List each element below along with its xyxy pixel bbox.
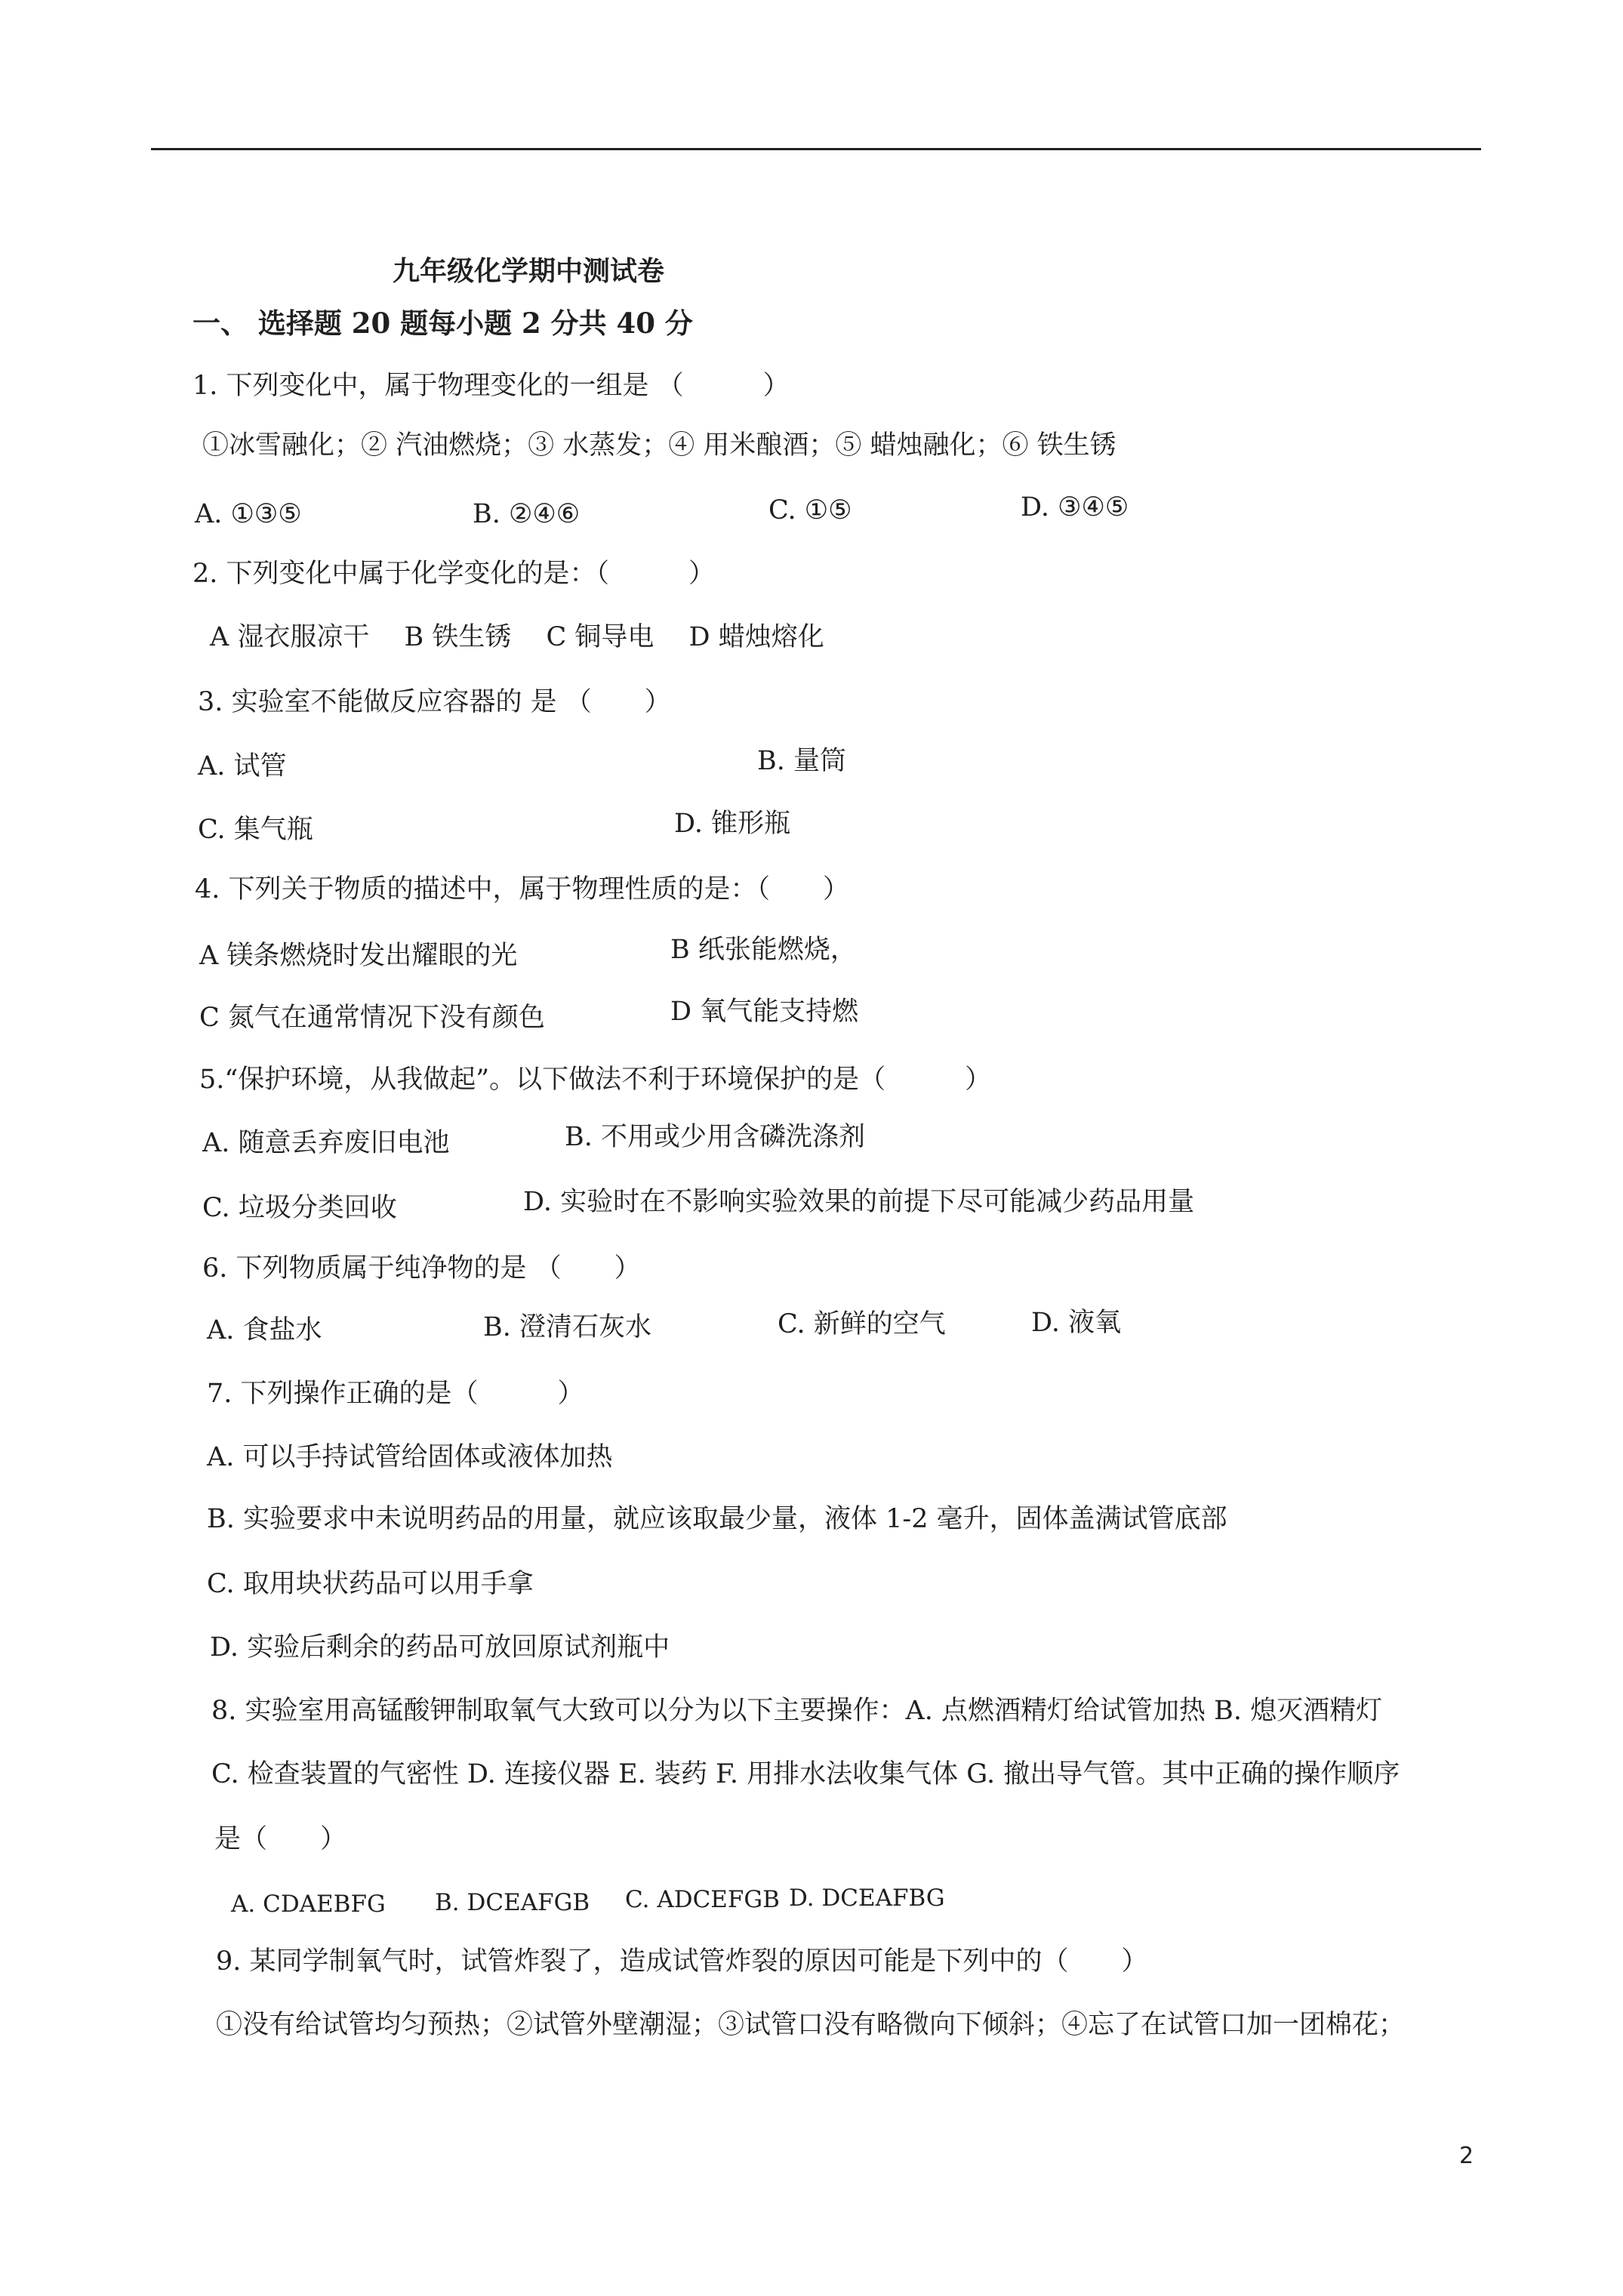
question-2-options: A 湿衣服凉干 B 铁生锈 C 铜导电 D 蜡烛熔化	[210, 622, 824, 652]
question-1-option-a: A. ①③⑤	[195, 499, 302, 529]
question-4-option-d: D 氧气能支持燃	[670, 997, 859, 1027]
question-5-option-c: C. 垃圾分类回收	[202, 1193, 397, 1223]
question-1-stem: 1. 下列变化中，属于物理变化的一组是 （ ）	[192, 371, 790, 401]
question-4-option-c: C 氮气在通常情况下没有颜色	[199, 1003, 545, 1033]
question-3-option-d: D. 锥形瓶	[674, 809, 791, 839]
question-6-option-d: D. 液氧	[1031, 1308, 1122, 1338]
question-4-option-a: A 镁条燃烧时发出耀眼的光	[199, 941, 518, 971]
question-5-option-d: D. 实验时在不影响实验效果的前提下尽可能减少药品用量	[523, 1187, 1195, 1217]
question-7-option-b: B. 实验要求中未说明药品的用量，就应该取最少量，液体 1-2 毫升，固体盖满试管底部	[207, 1504, 1227, 1534]
question-8-line-3: 是（ ）	[214, 1824, 347, 1854]
question-5-option-b: B. 不用或少用含磷洗涤剂	[565, 1122, 865, 1152]
question-8-line-2: C. 检查装置的气密性 D. 连接仪器 E. 装药 F. 用排水法收集气体 G. 撤出导气管。其中正确的操作顺序	[211, 1759, 1400, 1789]
question-1-option-d: D. ③④⑤	[1021, 492, 1129, 522]
question-8-option-d: D. DCEAFBG	[789, 1885, 945, 1912]
question-8-option-b: B. DCEAFGB	[435, 1889, 590, 1916]
question-9-stem: 9. 某同学制氧气时，试管炸裂了，造成试管炸裂的原因可能是下列中的（ ）	[216, 1946, 1148, 1977]
question-6-option-c: C. 新鲜的空气	[778, 1309, 946, 1339]
question-3-option-a: A. 试管	[198, 751, 287, 781]
question-8-option-a: A. CDAEBFG	[231, 1891, 386, 1918]
question-7-stem: 7. 下列操作正确的是（ ）	[207, 1379, 584, 1409]
section-heading: 一、 选择题 20 题每小题 2 分共 40 分	[192, 307, 693, 340]
document-title: 九年级化学期中测试卷	[393, 255, 665, 287]
question-4-stem: 4. 下列关于物质的描述中，属于物理性质的是：（ ）	[195, 874, 850, 905]
question-6-stem: 6. 下列物质属于纯净物的是 （ ）	[202, 1253, 641, 1284]
question-2-stem: 2. 下列变化中属于化学变化的是：（ ）	[192, 559, 716, 589]
page-number: 2	[1459, 2143, 1474, 2169]
question-7-option-d: D. 实验后剩余的药品可放回原试剂瓶中	[210, 1632, 670, 1663]
question-6-option-b: B. 澄清石灰水	[483, 1312, 651, 1342]
question-1-items: ①冰雪融化；② 汽油燃烧；③ 水蒸发；④ 用米酿酒；⑤ 蜡烛融化；⑥ 铁生锈	[202, 430, 1116, 461]
question-1-option-c: C. ①⑤	[768, 495, 852, 525]
header-rule	[151, 148, 1481, 150]
question-6-option-a: A. 食盐水	[207, 1315, 322, 1345]
question-5-option-a: A. 随意丢弃废旧电池	[202, 1128, 450, 1158]
question-1-option-b: B. ②④⑥	[473, 499, 581, 529]
question-3-option-b: B. 量筒	[757, 746, 846, 776]
question-8-option-c: C. ADCEFGB	[625, 1886, 780, 1913]
question-4-option-b: B 纸张能燃烧，	[670, 935, 857, 965]
question-7-option-a: A. 可以手持试管给固体或液体加热	[207, 1442, 613, 1472]
question-3-option-c: C. 集气瓶	[198, 815, 313, 845]
question-3-stem: 3. 实验室不能做反应容器的 是 （ ）	[198, 687, 671, 717]
question-7-option-c: C. 取用块状药品可以用手拿	[207, 1569, 534, 1599]
question-8-line-1: 8. 实验室用高锰酸钾制取氧气大致可以分为以下主要操作：A. 点燃酒精灯给试管加热 B. 熄灭酒精灯	[211, 1696, 1383, 1726]
question-9-items: ①没有给试管均匀预热；②试管外壁潮湿；③试管口没有略微向下倾斜；④忘了在试管口加一团棉花；	[216, 2010, 1406, 2040]
question-5-stem: 5.“保护环境，从我做起”。以下做法不利于环境保护的是（ ）	[199, 1065, 992, 1095]
